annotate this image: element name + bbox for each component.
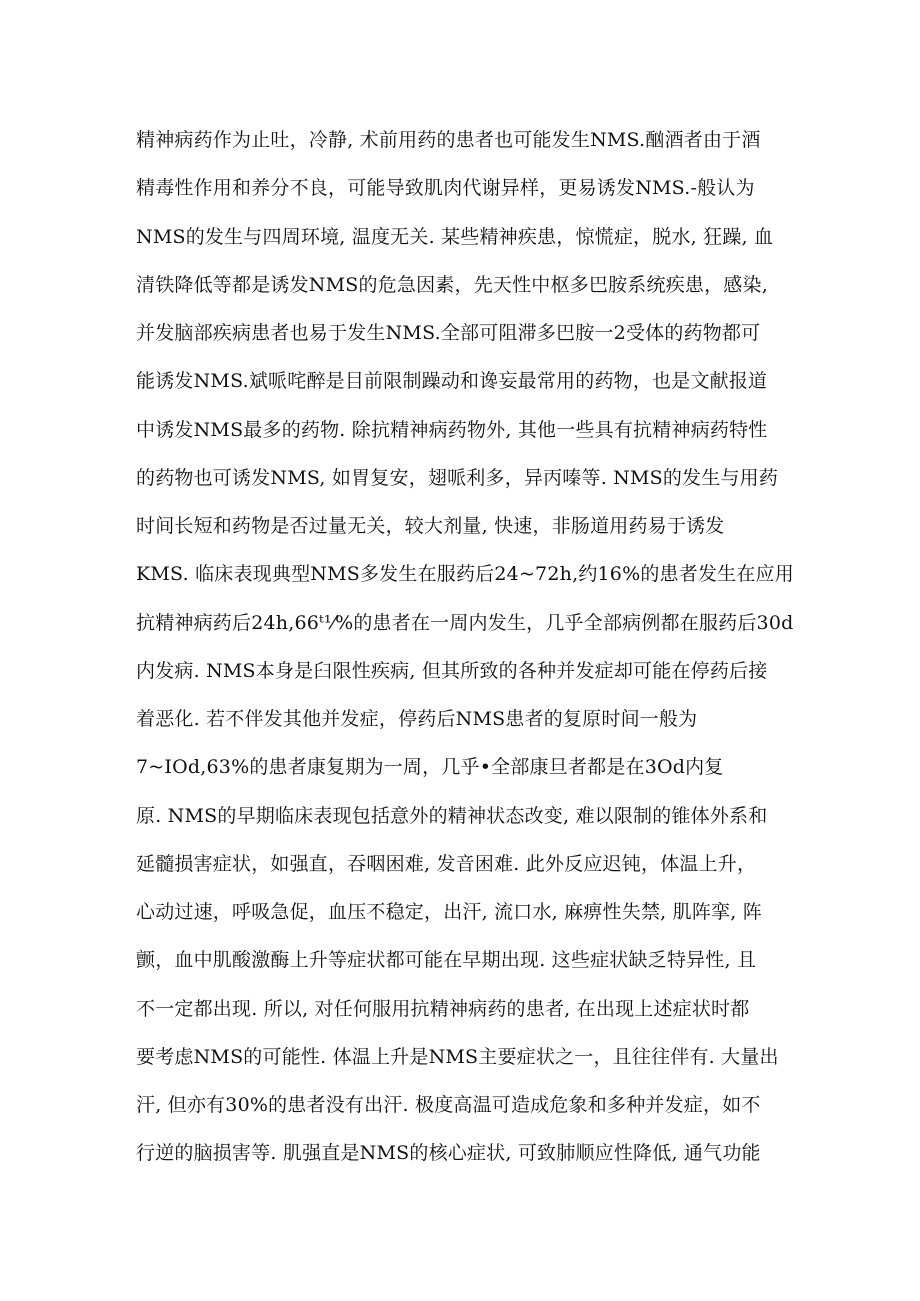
text-line: 着恶化. 若不伴发其他并发症，停药后NMS患者的复原时间一般为	[136, 708, 698, 730]
text-line: 清铁降低等都是诱发NMS的危急因素，先天性中枢多巴胺系统疾患，感染,	[136, 273, 768, 296]
body-text	[136, 116, 816, 1178]
text-line: 要考虑NMS的可能性. 体温上升是NMS主要症状之一，且往往伴有. 大量出	[136, 1045, 779, 1068]
text-line: KMS. 临床表现典型NMS多发生在服药后24~72h,约16%的患者发生在应用	[136, 563, 794, 586]
text-line: 颤，血中肌酸激酶上升等症状都可能在早期出现. 这些症状缺乏特异性, 且	[136, 949, 757, 972]
text-line: 行逆的脑损害等. 肌强直是NMS的核心症状, 可致肺顺应性降低, 通气功能	[136, 1142, 761, 1165]
text-line: 抗精神病药后24h,66ᵗ¹⁄%的患者在一周内发生，几乎全部病例都在服药后30d	[136, 611, 794, 634]
text-line: 精神病药作为止吐，冷静, 术前用药的患者也可能发生NMS.酗酒者由于酒	[136, 129, 761, 151]
text-line: 并发脑部疾病患者也易于发生NMS.全部可阻滞多巴胺一2受体的药物都可	[136, 322, 761, 344]
text-line: 汗, 但亦有30%的患者没有出汗. 极度高温可造成危象和多种并发症，如不	[136, 1094, 761, 1116]
text-line: 中诱发NMS最多的药物. 除抗精神病药物外, 其他一些具有抗精神病药特性	[136, 418, 768, 441]
text-line: 7~IOd,63%的患者康复期为一周，几乎•全部康旦者都是在3Od内复	[136, 756, 724, 779]
text-line: 精毒性作用和养分不良，可能导致肌肉代谢异样，更易诱发NMS.-般认为	[136, 177, 755, 200]
text-line: 延髓损害症状，如强直，吞咽困难, 发音困难. 此外反应迟钝，体温上升，	[136, 852, 757, 875]
text-line: 能诱发NMS.斌哌咤醉是目前限制躁动和谗妄最常用的药物，也是文献报道	[136, 370, 768, 393]
text-line: 的药物也可诱发NMS, 如胃复安，翅哌利多，异丙嗪等. NMS的发生与用药	[136, 466, 779, 489]
text-line: 内发病. NMS本身是臼限性疾病, 但其所致的各种并发症却可能在停药后接	[136, 659, 768, 682]
text-line: NMS的发生与四周环境, 温度无关. 某些精神疾患，惊慌症，脱水, 狂躁, 血	[136, 225, 774, 248]
text-line: 不一定都出现. 所以, 对任何服用抗精神病药的患者, 在出现上述症状时都	[136, 997, 750, 1020]
text-line: 时间长短和药物是否过量无关，较大剂量, 快速，非肠道用药易于诱发	[136, 515, 725, 537]
text-line: 原. NMS的早期临床表现包括意外的精神状态改变, 难以限制的锥体外系和	[136, 804, 768, 827]
text-line: 心动过速，呼吸急促，血压不稳定，出汗, 流口水, 麻痹性失禁, 肌阵挛, 阵	[136, 901, 762, 923]
